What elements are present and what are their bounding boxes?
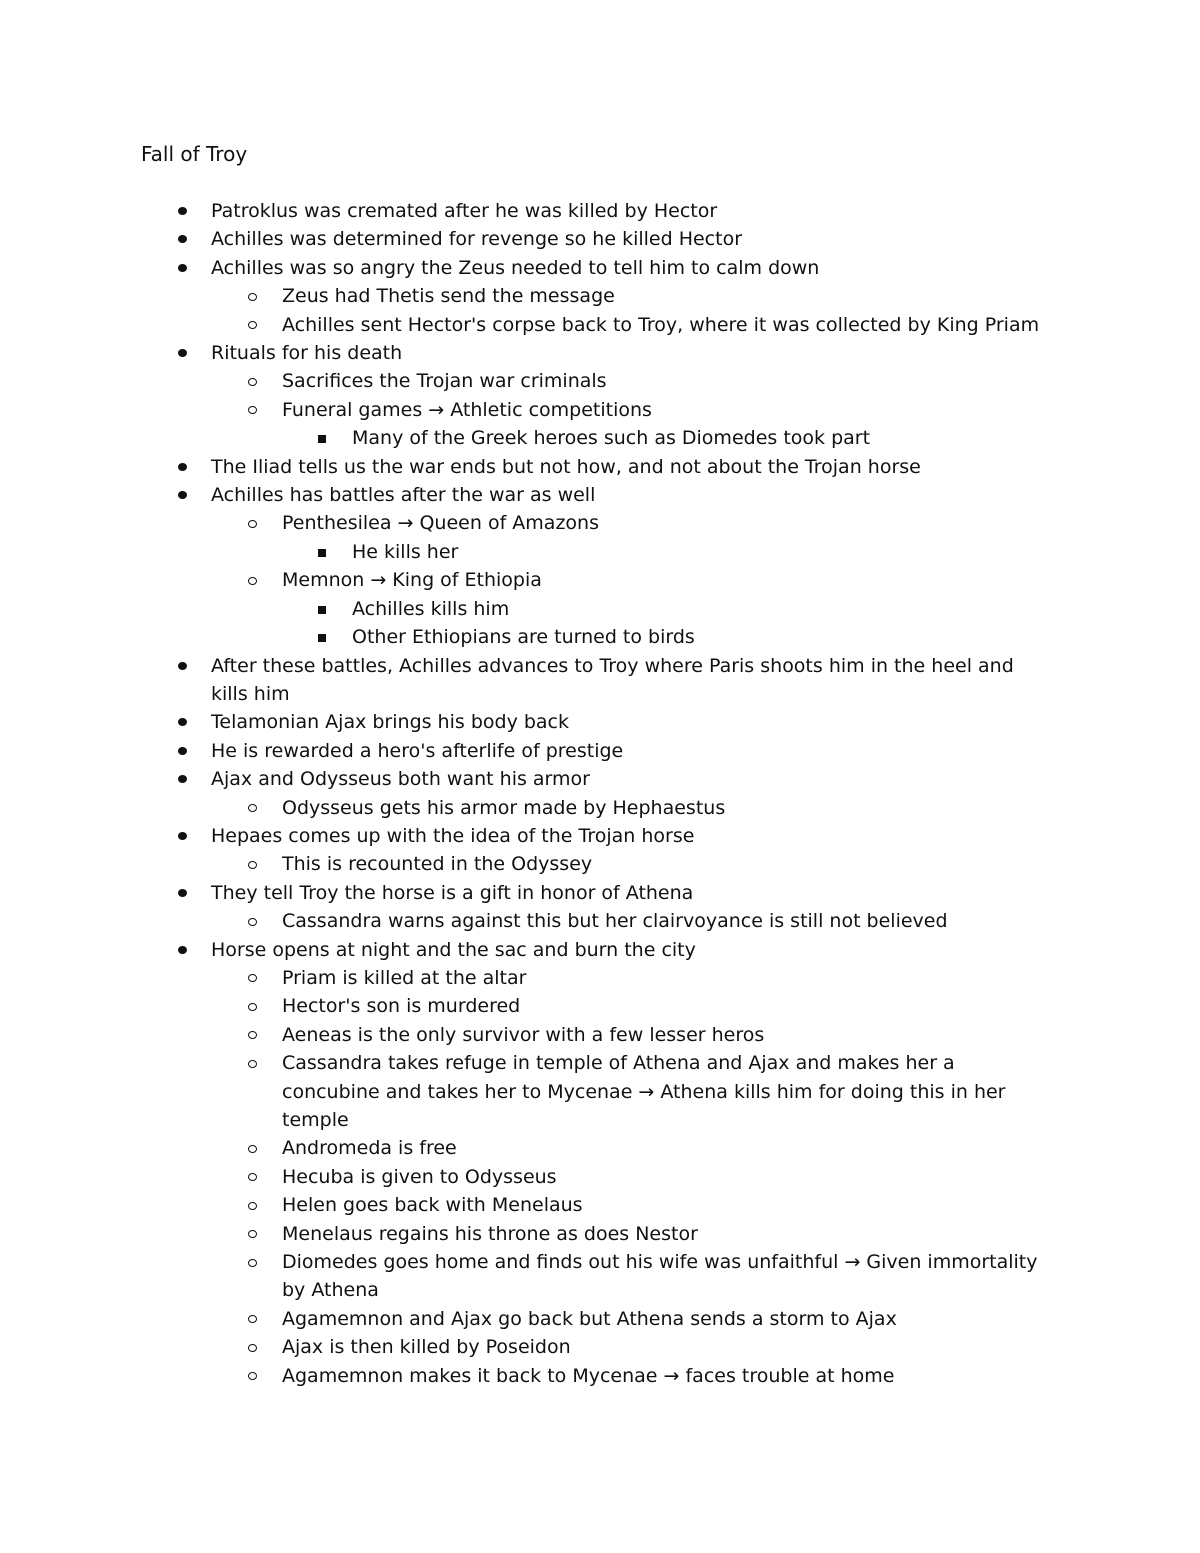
outline-item-level-2 [0, 907, 1052, 935]
outline-item-text: Hector's son is murdered [282, 995, 521, 1018]
hollow-circle-bullet-icon [248, 1344, 257, 1352]
outline-item-level-1 [0, 453, 1041, 481]
outline-item-text: Other Ethiopians are turned to birds [352, 626, 695, 649]
outline-item-text: He kills her [352, 540, 459, 563]
outline-item-level-2 [0, 509, 1052, 537]
filled-circle-bullet-icon [178, 832, 187, 840]
outline-item-text: Andromeda is free [282, 1137, 457, 1160]
outline-item-level-2 [0, 1049, 1052, 1134]
hollow-circle-bullet-icon [248, 1031, 257, 1039]
hollow-circle-bullet-icon [248, 1145, 257, 1153]
outline-item-level-1 [0, 708, 1041, 736]
outline-item-level-2 [0, 1021, 1052, 1049]
hollow-circle-bullet-icon [248, 520, 257, 528]
outline-item-text: Aeneas is the only survivor with a few lesser heros [282, 1023, 765, 1046]
filled-circle-bullet-icon [178, 946, 187, 954]
hollow-circle-bullet-icon [248, 378, 257, 386]
hollow-circle-bullet-icon [248, 918, 257, 926]
document-title: Fall of Troy [141, 142, 248, 166]
hollow-circle-bullet-icon [248, 293, 257, 301]
outline-item-level-2 [0, 850, 1052, 878]
outline-item-level-1 [0, 225, 1041, 253]
filled-circle-bullet-icon [178, 662, 187, 670]
outline-item-text: Achilles was so angry the Zeus needed to tell him to calm down [211, 256, 820, 279]
outline-item-text: The Iliad tells us the war ends but not how, and not about the Trojan horse [211, 455, 921, 478]
hollow-circle-bullet-icon [248, 1060, 257, 1068]
outline-item-level-1 [0, 936, 1041, 964]
outline-item-level-1 [0, 254, 1041, 282]
hollow-circle-bullet-icon [248, 577, 257, 585]
outline-item-text: Hepaes comes up with the idea of the Trojan horse [211, 824, 695, 847]
outline-item-text: Cassandra takes refuge in temple of Athena and Ajax and makes her a concubine and takes her to Mycenae → Athena kills him for doing this in her temple [282, 1052, 1006, 1131]
outline-item-text: Zeus had Thetis send the message [282, 285, 615, 308]
outline-item-text: He is rewarded a hero's afterlife of prestige [211, 739, 624, 762]
outline-item-text: Agamemnon makes it back to Mycenae → faces trouble at home [282, 1364, 895, 1387]
outline-item-level-1 [0, 765, 1041, 793]
outline-item-text: Cassandra warns against this but her clairvoyance is still not believed [282, 910, 948, 933]
outline-item-text: Sacrifices the Trojan war criminals [282, 370, 607, 393]
filled-circle-bullet-icon [178, 207, 187, 215]
outline-item-level-1 [0, 879, 1041, 907]
outline-item-level-2 [0, 1191, 1052, 1219]
outline-item-level-3 [0, 424, 1052, 452]
outline-item-level-2 [0, 964, 1052, 992]
outline-item-level-1 [0, 481, 1041, 509]
hollow-circle-bullet-icon [248, 321, 257, 329]
outline-item-text: Menelaus regains his throne as does Nestor [282, 1222, 698, 1245]
square-bullet-icon [318, 634, 326, 642]
outline-item-level-1 [0, 339, 1041, 367]
square-bullet-icon [318, 549, 326, 557]
filled-circle-bullet-icon [178, 491, 187, 499]
notes-outline [0, 197, 1200, 1390]
outline-item-text: Many of the Greek heroes such as Diomedes took part [352, 427, 871, 450]
hollow-circle-bullet-icon [248, 861, 257, 869]
filled-circle-bullet-icon [178, 235, 187, 243]
outline-item-text: This is recounted in the Odyssey [282, 853, 593, 876]
hollow-circle-bullet-icon [248, 1372, 257, 1380]
outline-item-text: They tell Troy the horse is a gift in honor of Athena [211, 881, 694, 904]
outline-item-text: Helen goes back with Menelaus [282, 1194, 583, 1217]
outline-item-text: After these battles, Achilles advances to Troy where Paris shoots him in the heel and kills him [211, 654, 1014, 705]
outline-item-text: Hecuba is given to Odysseus [282, 1165, 557, 1188]
hollow-circle-bullet-icon [248, 974, 257, 982]
filled-circle-bullet-icon [178, 264, 187, 272]
outline-item-text: Horse opens at night and the sac and burn the city [211, 938, 696, 961]
outline-item-text: Priam is killed at the altar [282, 966, 527, 989]
outline-item-level-1 [0, 737, 1041, 765]
hollow-circle-bullet-icon [248, 406, 257, 414]
outline-item-level-2 [0, 992, 1052, 1020]
outline-item-level-2 [0, 1333, 1052, 1361]
outline-item-text: Telamonian Ajax brings his body back [211, 711, 570, 734]
square-bullet-icon [318, 606, 326, 614]
outline-item-text: Funeral games → Athletic competitions [282, 398, 652, 421]
outline-item-level-3 [0, 595, 1052, 623]
outline-item-text: Achilles kills him [352, 597, 510, 620]
outline-item-text: Achilles sent Hector's corpse back to Troy, where it was collected by King Priam [282, 313, 1040, 336]
outline-item-level-2 [0, 794, 1052, 822]
outline-item-level-1 [0, 822, 1041, 850]
outline-item-level-2 [0, 1248, 1052, 1305]
hollow-circle-bullet-icon [248, 1315, 257, 1323]
outline-item-level-2 [0, 1220, 1052, 1248]
outline-item-text: Odysseus gets his armor made by Hephaestus [282, 796, 726, 819]
filled-circle-bullet-icon [178, 349, 187, 357]
outline-item-level-2 [0, 1362, 1052, 1390]
outline-item-level-2 [0, 367, 1052, 395]
hollow-circle-bullet-icon [248, 1230, 257, 1238]
hollow-circle-bullet-icon [248, 1003, 257, 1011]
outline-item-level-2 [0, 1163, 1052, 1191]
outline-item-level-2 [0, 1134, 1052, 1162]
outline-item-text: Agamemnon and Ajax go back but Athena sends a storm to Ajax [282, 1307, 897, 1330]
outline-item-level-3 [0, 538, 1052, 566]
outline-item-text: Ajax is then killed by Poseidon [282, 1336, 571, 1359]
outline-item-text: Diomedes goes home and finds out his wife was unfaithful → Given immortality by Athena [282, 1251, 1038, 1302]
outline-item-level-3 [0, 623, 1052, 651]
hollow-circle-bullet-icon [248, 804, 257, 812]
filled-circle-bullet-icon [178, 889, 187, 897]
outline-item-text: Penthesilea → Queen of Amazons [282, 512, 599, 535]
square-bullet-icon [318, 435, 326, 443]
outline-item-level-2 [0, 282, 1052, 310]
outline-item-text: Achilles was determined for revenge so he killed Hector [211, 228, 743, 251]
outline-item-text: Patroklus was cremated after he was killed by Hector [211, 200, 718, 222]
outline-item-level-1 [0, 652, 1041, 709]
hollow-circle-bullet-icon [248, 1173, 257, 1181]
outline-item-text: Achilles has battles after the war as well [211, 484, 596, 507]
outline-item-text: Ajax and Odysseus both want his armor [211, 768, 590, 791]
filled-circle-bullet-icon [178, 718, 187, 726]
filled-circle-bullet-icon [178, 747, 187, 755]
hollow-circle-bullet-icon [248, 1259, 257, 1267]
outline-item-level-2 [0, 311, 1052, 339]
outline-item-level-2 [0, 1305, 1052, 1333]
outline-item-level-1 [0, 197, 1041, 225]
filled-circle-bullet-icon [178, 775, 187, 783]
outline-item-level-2 [0, 566, 1052, 594]
outline-item-text: Memnon → King of Ethiopia [282, 569, 542, 592]
hollow-circle-bullet-icon [248, 1202, 257, 1210]
filled-circle-bullet-icon [178, 463, 187, 471]
outline-item-level-2 [0, 396, 1052, 424]
outline-item-text: Rituals for his death [211, 342, 403, 365]
